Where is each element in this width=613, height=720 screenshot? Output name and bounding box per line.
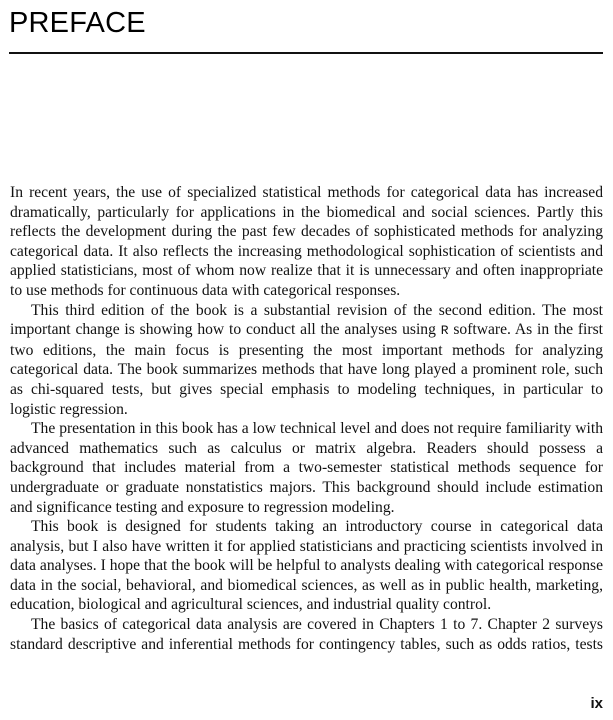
preface-body	[10, 183, 603, 654]
software-name-code: R	[440, 323, 449, 339]
page-number: ix	[590, 695, 603, 712]
paragraph-5: The basics of categorical data analysis are covered in Chapters 1 to 7. Chapter 2 surveys standard descriptive and inferential methods for contingency tables, such as odds ratios, tests	[10, 616, 603, 653]
title-rule	[9, 52, 603, 54]
paragraph-2-text-after: software. As in the first two editions, the main focus is presenting the most important methods for analyzing categorical data. The book summarizes methods that have long played a prominent role, such as chi-squared tests, but gives special emphasis to modeling techniques, in particular to logistic regression.	[10, 321, 603, 418]
chapter-title: PREFACE	[9, 7, 146, 39]
paragraph-2	[10, 301, 603, 420]
paragraph-4: This book is designed for students taking an introductory course in categorical data analysis, but I also have written it for applied statisticians and practicing scientists involved in data analyses. I hope that the book will be helpful to analysts dealing with categorical response data in the social, behavioral, and biomedical sciences, as well as in public health, marketing, education, biological and agricultural sciences, and industrial quality control.	[10, 518, 603, 614]
paragraph-3: The presentation in this book has a low technical level and does not require familiarity with advanced mathematics such as calculus or matrix algebra. Readers should possess a background that includes material from a two-semester statistical methods sequence for undergraduate or graduate nonstatistics majors. This background should include estimation and significance testing and exposure to regression modeling.	[10, 420, 603, 516]
paragraph-1: In recent years, the use of specialized statistical methods for categorical data has increased dramatically, particularly for applications in the biomedical and social sciences. Partly this reflects the development during the past few decades of sophisticated methods for analyzing categorical data. It also reflects the increasing methodological sophistication of scientists and applied statisticians, most of whom now realize that it is unnecessary and often inappropriate to use methods for continuous data with categorical responses.	[10, 184, 603, 299]
paragraph-2-text-before: This third edition of the book is a substantial revision of the second edition. The most important change is showing how to conduct all the analyses using	[10, 301, 603, 339]
